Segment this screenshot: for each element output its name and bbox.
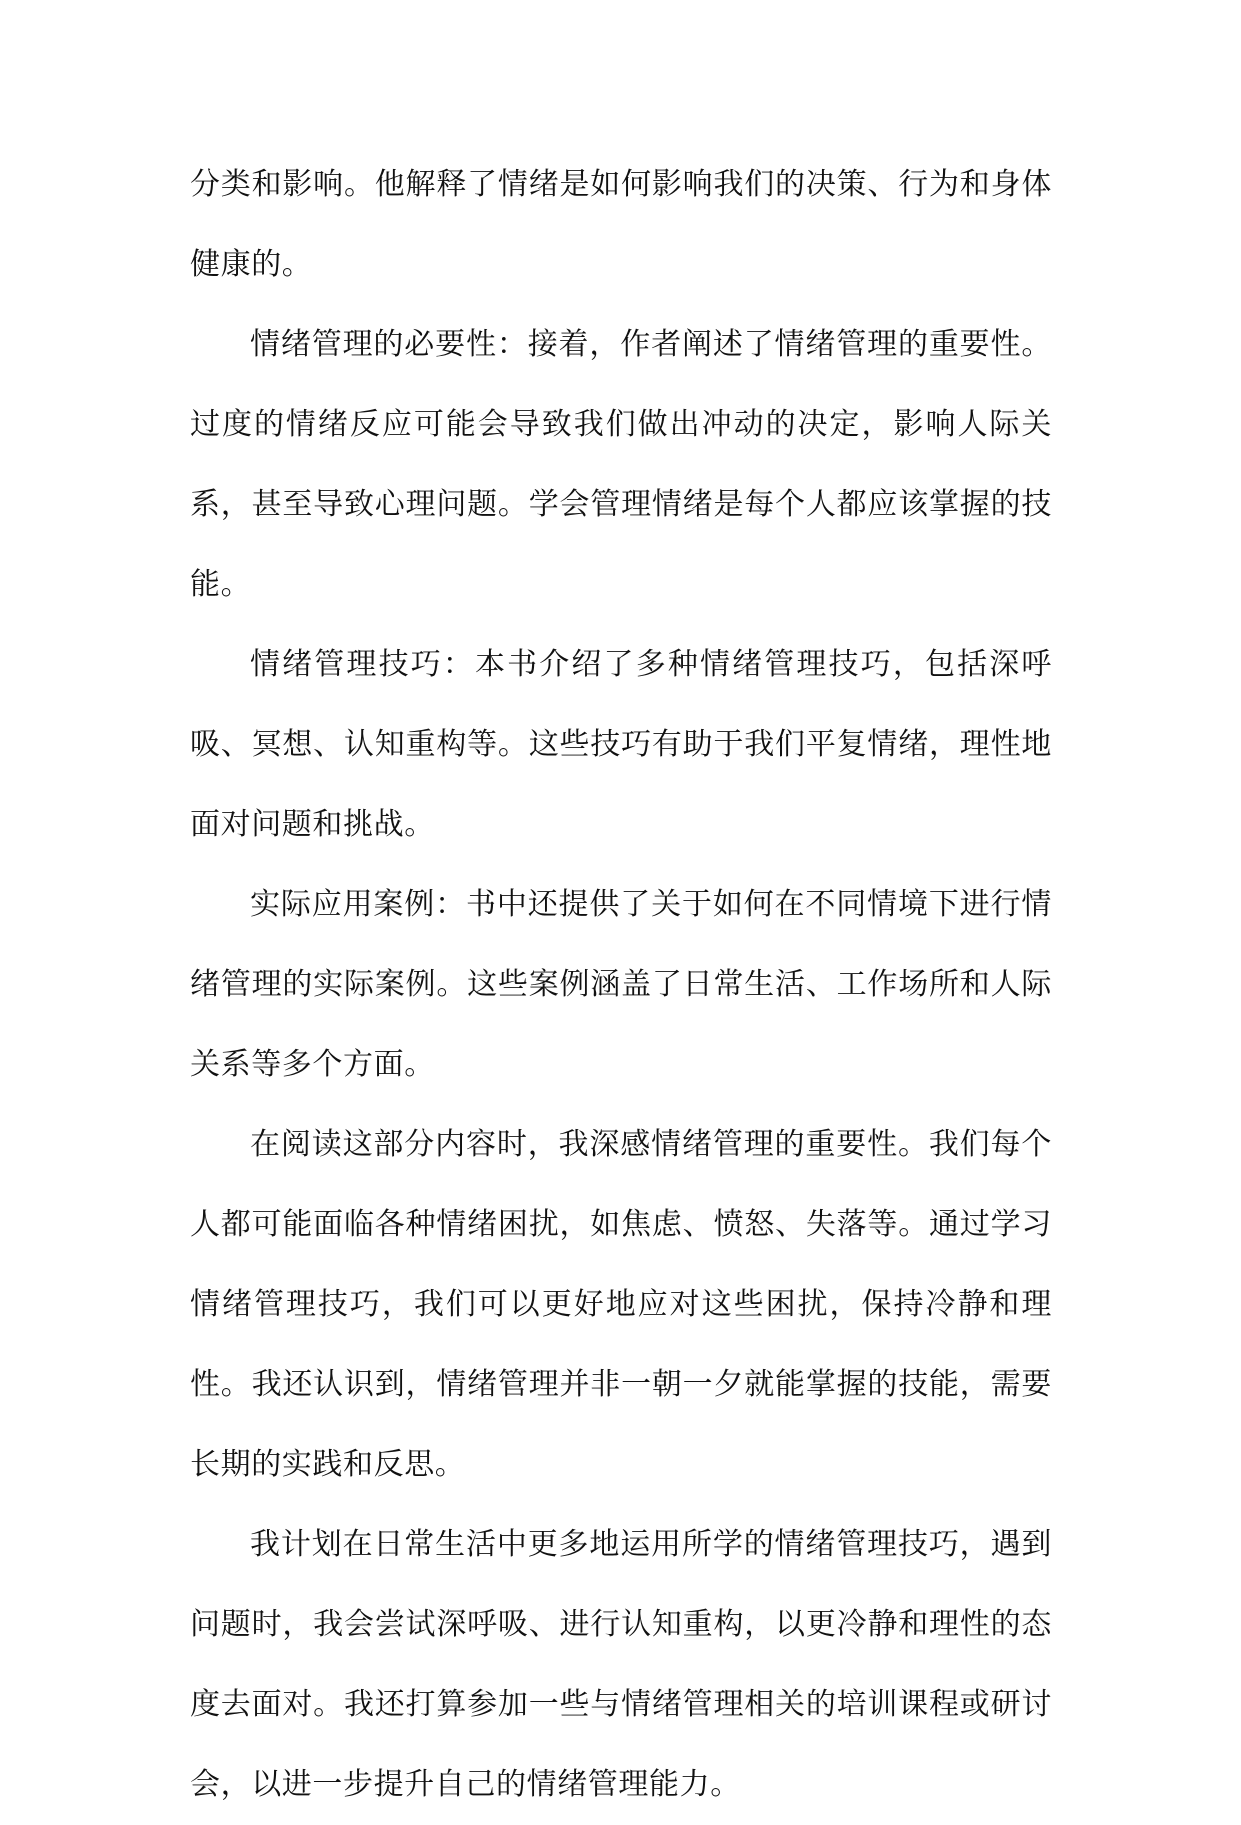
paragraph-techniques: 情绪管理技巧：本书介绍了多种情绪管理技巧，包括深呼吸、冥想、认知重构等。这些技巧有助于我们平复情绪，理性地面对问题和挑战。 [190,647,1052,842]
paragraph-emotion-classification: 分类和影响。他解释了情绪是如何影响我们的决策、行为和身体健康的。 [190,167,1052,282]
paragraph-case-studies: 实际应用案例：书中还提供了关于如何在不同情境下进行情绪管理的实际案例。这些案例涵盖了日常生活、工作场所和人际关系等多个方面。 [190,887,1052,1082]
document-body [190,145,1052,1825]
paragraph-plan: 我计划在日常生活中更多地运用所学的情绪管理技巧，遇到问题时，我会尝试深呼吸、进行认知重构，以更冷静和理性的态度去面对。我还打算参加一些与情绪管理相关的培训课程或研讨会，以进一步提升自己的情绪管理能力。 [190,1527,1052,1802]
paragraph-necessity: 情绪管理的必要性：接着，作者阐述了情绪管理的重要性。过度的情绪反应可能会导致我们做出冲动的决定，影响人际关系，甚至导致心理问题。学会管理情绪是每个人都应该掌握的技能。 [190,327,1052,602]
paragraph-reflection: 在阅读这部分内容时，我深感情绪管理的重要性。我们每个人都可能面临各种情绪困扰，如焦虑、愤怒、失落等。通过学习情绪管理技巧，我们可以更好地应对这些困扰，保持冷静和理性。我还认识到，情绪管理并非一朝一夕就能掌握的技能，需要长期的实践和反思。 [190,1127,1052,1482]
